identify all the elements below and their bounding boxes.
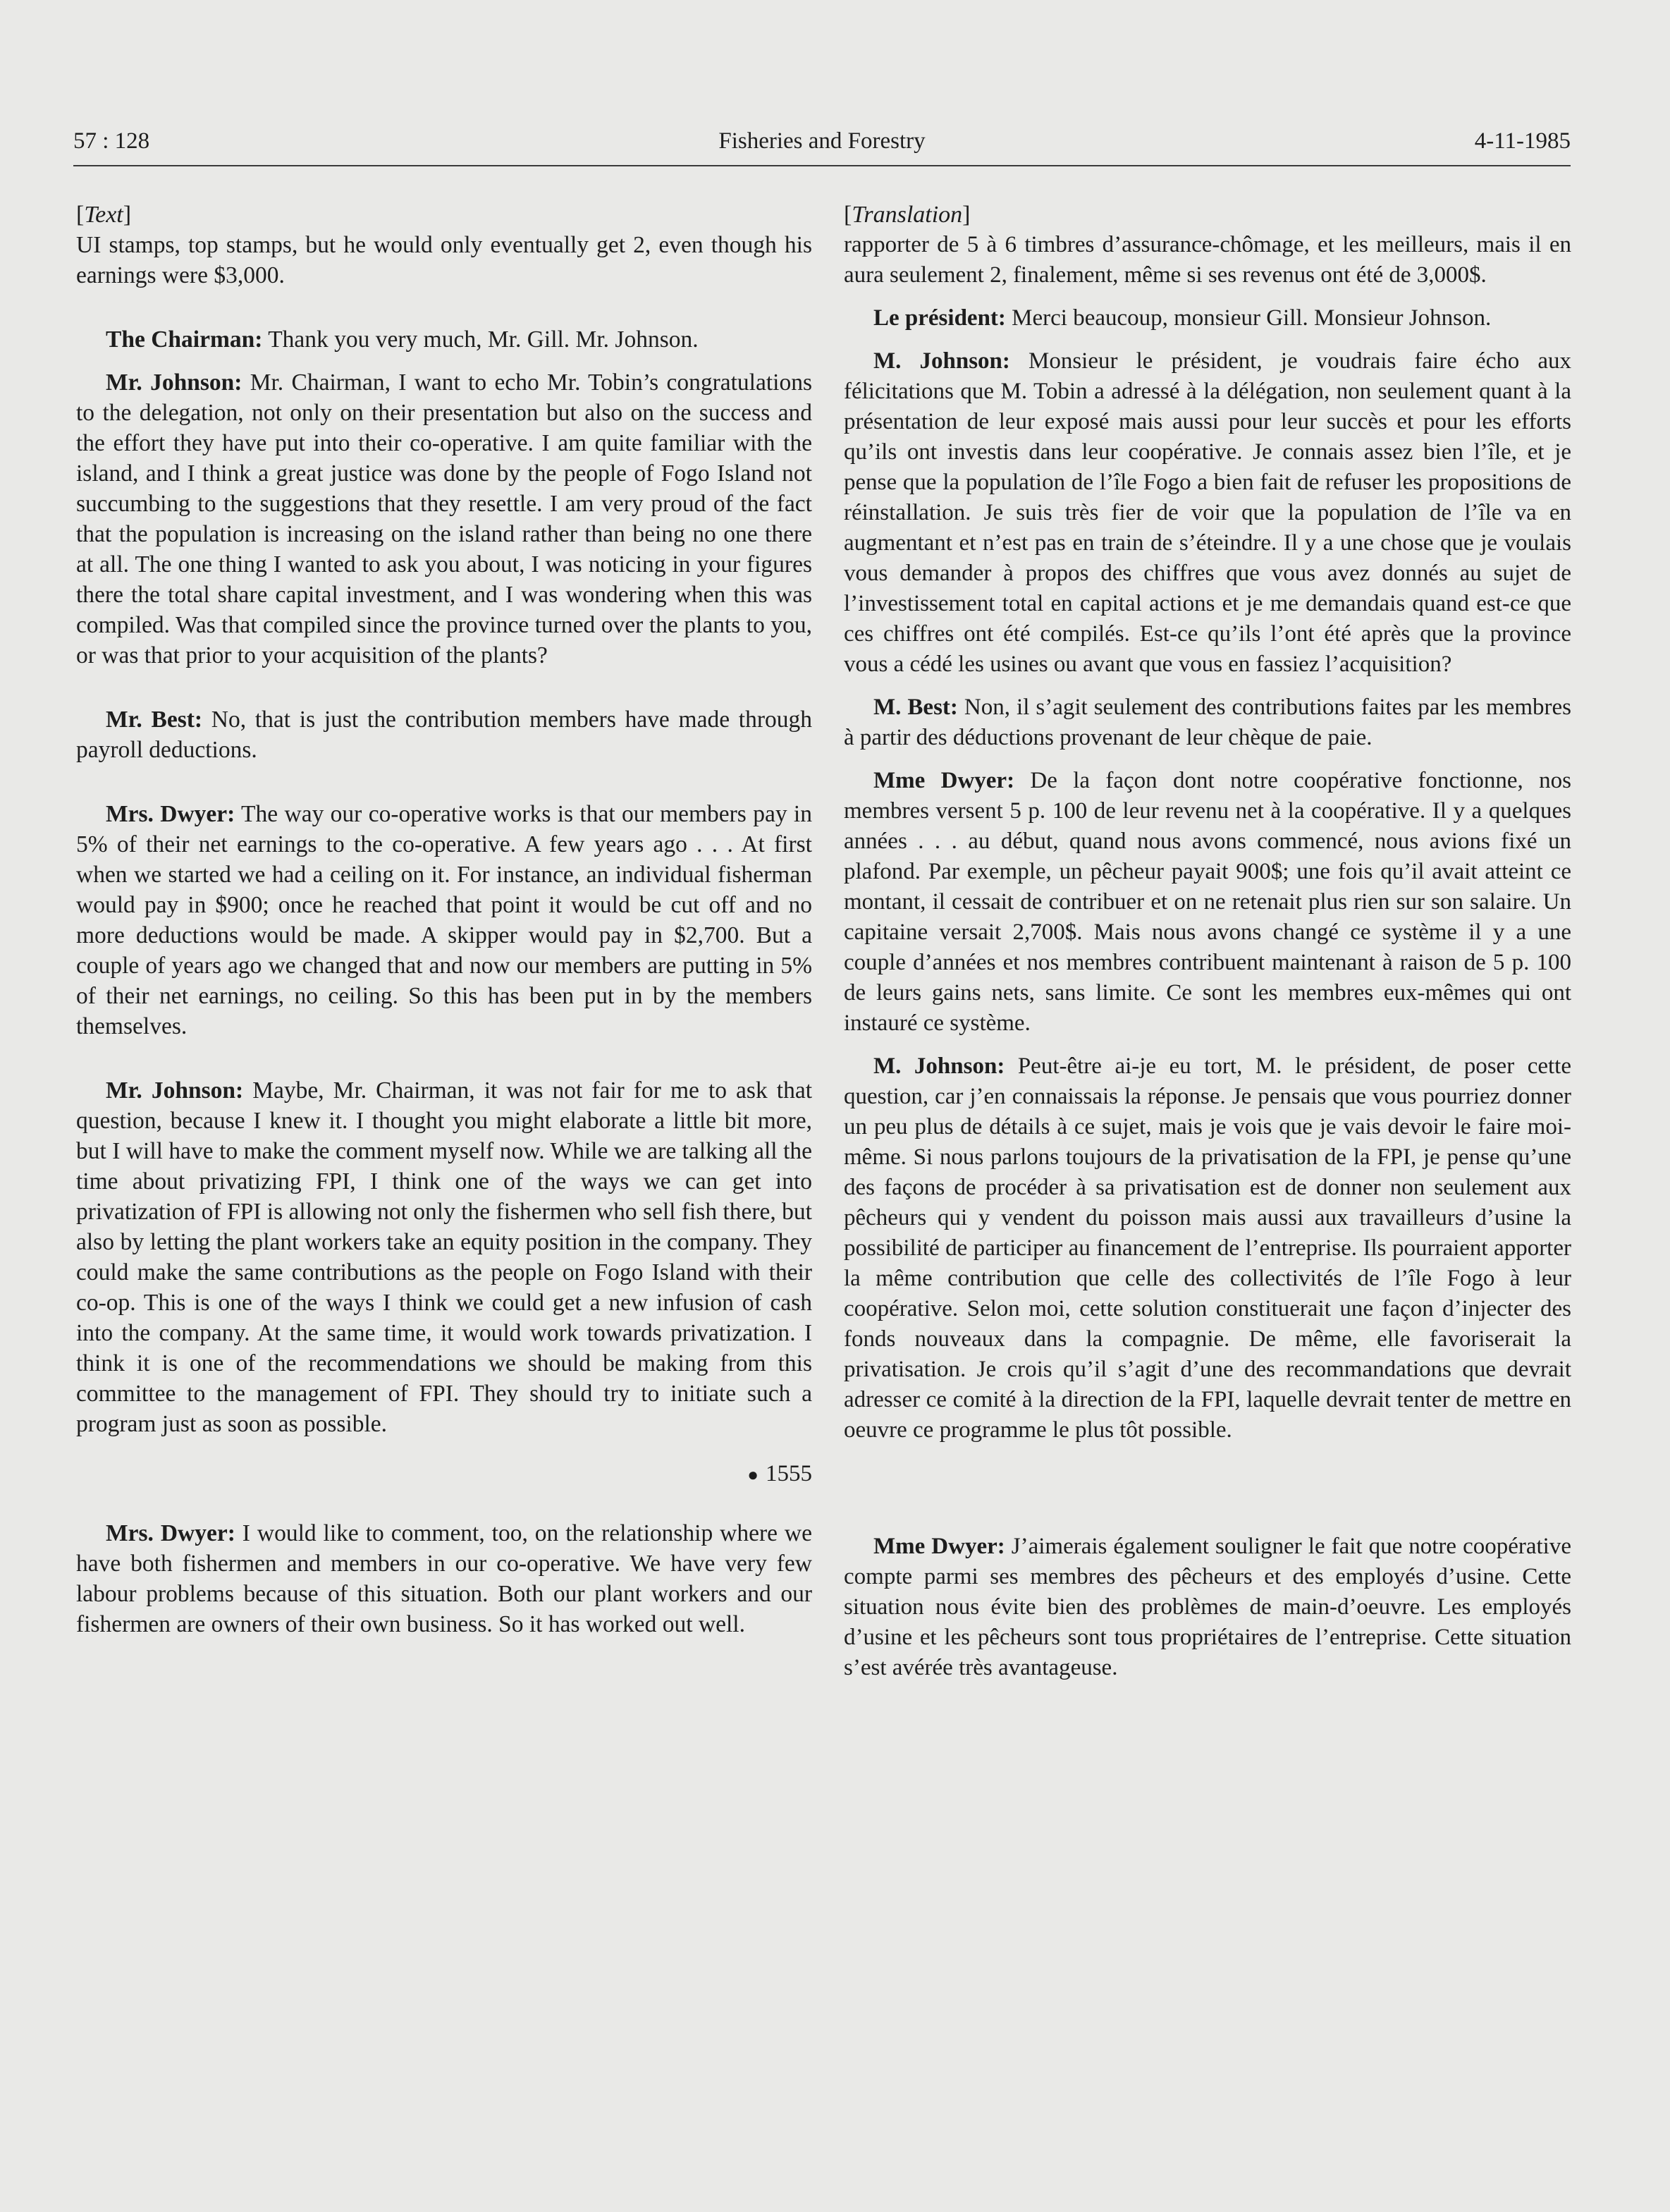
header-rule [73,165,1571,166]
speaker-name: Mr. Best: [106,707,203,733]
paragraph: The Chairman: Thank you very much, Mr. Gill. Mr. Johnson. [106,326,699,353]
speaker-name: Mrs. Dwyer: [106,1520,235,1546]
paragraph: M. Johnson: Peut-être ai-je eu tort, M. le président, de poser cette question, car j’en connaissais la réponse. Je pensais que vous pourriez donner un peu plus de détails à ce sujet, mais je vois que je vais devoir le faire moi-même. Si nous parlons toujours de la privatisation de la FPI, je pense qu’une des façons de procéder à sa privatisation est de donner non seulement aux pêcheurs qui y vendent du poisson mais aussi aux travailleurs d’usine la possibilité de participer au financement de l’entreprise. Ils pourraient apporter la même contribution que celle des collectivités de l’île Fogo à leur coopérative. Selon moi, cette solution constituerait une façon d’injecter des fonds nouveaux dans la compagnie. De même, elle favoriserait la privatisation. Je crois qu’il s’agit d’une des recommandations que devrait adresser ce comité à la direction de la FPI, laquelle devrait tenter de mettre en oeuvre ce programme le plus tôt possible. [844,1053,1571,1443]
speaker-name: The Chairman: [106,326,263,353]
speaker-name: Le président: [873,305,1006,331]
page-number: 57 : 128 [73,128,150,154]
running-title: Fisheries and Forestry [718,128,926,154]
speaker-name: M. Johnson: [873,348,1010,374]
speaker-name: Mr. Johnson: [106,369,242,396]
translation-tag: [Translation] [844,202,971,228]
paragraph: M. Johnson: Monsieur le président, je voudrais faire écho aux félicitations que M. Tobin a adressé à la délégation, non seulement quant à la présentation de leur exposé mais aussi pour leur succès et pour les efforts qu’ils ont investis dans leur coopérative. Je connais assez bien l’île, et je pense que la population de l’île Fogo a bien fait de refuser les propositions de réinstallation. Je suis très fier de voir que la population de l’île va en augmentant et n’est pas en train de s’éteindre. Il y a une chose que je voulais vous demander à propos des chiffres que vous avez donnés au sujet de l’investissement total en capital actions et je me demandais quand est-ce que ces chiffres ont été compilés. Est-ce qu’ils l’ont été après que la province vous a cédé les usines ou avant que vous en fassiez l’acquisition? [844,348,1571,677]
paragraph: Mrs. Dwyer: The way our co-operative works is that our members pay in 5% of their net earnings to the co-operative. A few years ago . . . At first when we started we had a ceiling on it. For instance, an individual fisherman would pay in $900; once he reached that point it would be cut off and no more deductions would be made. A skipper would pay in $2,700. But a couple of years ago we changed that and now our members are putting in 5% of their net earnings, no ceiling. So this has been put in by the members themselves. [76,801,812,1039]
paragraph: UI stamps, top stamps, but he would only eventually get 2, even though his earnings were $3,000. [76,232,812,288]
text-tag: [Text] [76,202,132,228]
paragraph: rapporter de 5 à 6 timbres d’assurance-chômage, et les meilleurs, mais il en aura seulement 2, finalement, même si ses revenus ont été de 3,000$. [844,232,1571,288]
paragraph: Mme Dwyer: De la façon dont notre coopérative fonctionne, nos membres versent 5 p. 100 de leur revenu net à la coopérative. Il y a quelques années . . . au début, quand nous avons commencé, nous avions fixé un plafond. Par exemple, un pêcheur payait 900$; une fois qu’il avait atteint ce montant, il cessait de contribuer et on ne retenait plus rien sur son salaire. Un capitaine versait 2,700$. Mais nous avons changé ce système il y a une couple d’années et nos membres contribuent maintenant à raison de 5 p. 100 de leurs gains nets, sans limite. Ce sont les membres eux-mêmes qui ont instauré ce système. [844,768,1571,1036]
speaker-name: M. Johnson: [873,1053,1005,1079]
time-marker: ● 1555 [747,1461,812,1486]
french-column [844,200,1571,1696]
speaker-name: Mme Dwyer: [873,768,1015,793]
speaker-name: Mme Dwyer: [873,1534,1005,1559]
header-date: 4-11-1985 [1474,128,1571,154]
speaker-name: M. Best: [873,695,958,720]
speaker-name: Mr. Johnson: [106,1077,244,1104]
paragraph: M. Best: Non, il s’agit seulement des contributions faites par les membres à partir des déductions provenant de leur chèque de paie. [844,695,1571,750]
english-column [76,200,812,1652]
paragraph: Mrs. Dwyer: I would like to comment, too, on the relationship where we have both fishermen and members in our co-operative. We have very few labour problems because of this situation. Both our plant workers and our fishermen are owners of their own business. So it has worked out well. [76,1520,812,1637]
paragraph: Mr. Johnson: Maybe, Mr. Chairman, it was not fair for me to ask that question, because I knew it. I thought you might elaborate a little bit more, but I will have to make the comment myself now. While we are talking all the time about privatizing FPI, I think one of the ways we can get into privatization of FPI is allowing not only the fishermen who sell fish there, but also by letting the plant workers take an equity position in the company. They could make the same contributions as the people on Fogo Island with their co-op. This is one of the ways I think we could get a new infusion of cash into the company. At the same time, it would work towards privatization. I think it is one of the recommendations we should be making from this committee to the management of FPI. They should try to initiate such a program just as soon as possible. [76,1077,812,1437]
paragraph: Mme Dwyer: J’aimerais également souligner le fait que notre coopérative compte parmi ses membres des pêcheurs et des employés d’usine. Cette situation nous évite bien des problèmes de main-d’oeuvre. Les employés d’usine et les pêcheurs sont tous propriétaires de l’entreprise. Cette situation s’est avérée très avantageuse. [844,1534,1571,1680]
speaker-name: Mrs. Dwyer: [106,801,235,827]
paragraph: Mr. Best: No, that is just the contribution members have made through payroll deductions. [76,707,812,763]
page-header [73,126,1571,168]
paragraph: Le président: Merci beaucoup, monsieur Gill. Monsieur Johnson. [873,305,1492,331]
paragraph: Mr. Johnson: Mr. Chairman, I want to echo Mr. Tobin’s congratulations to the delegation, not only on their presentation but also on the success and the effort they have put into their co-operative. I am quite familiar with the island, and I think a great justice was done by the people of Fogo Island not succumbing to the suggestions that they resettle. I am very proud of the fact that the population is increasing on the island rather than being no one there at all. The one thing I wanted to ask you about, I was noticing in your figures there the total share capital investment, and I was wondering when this was compiled. Was that compiled since the province turned over the plants to you, or was that prior to your acquisition of the plants? [76,369,813,668]
